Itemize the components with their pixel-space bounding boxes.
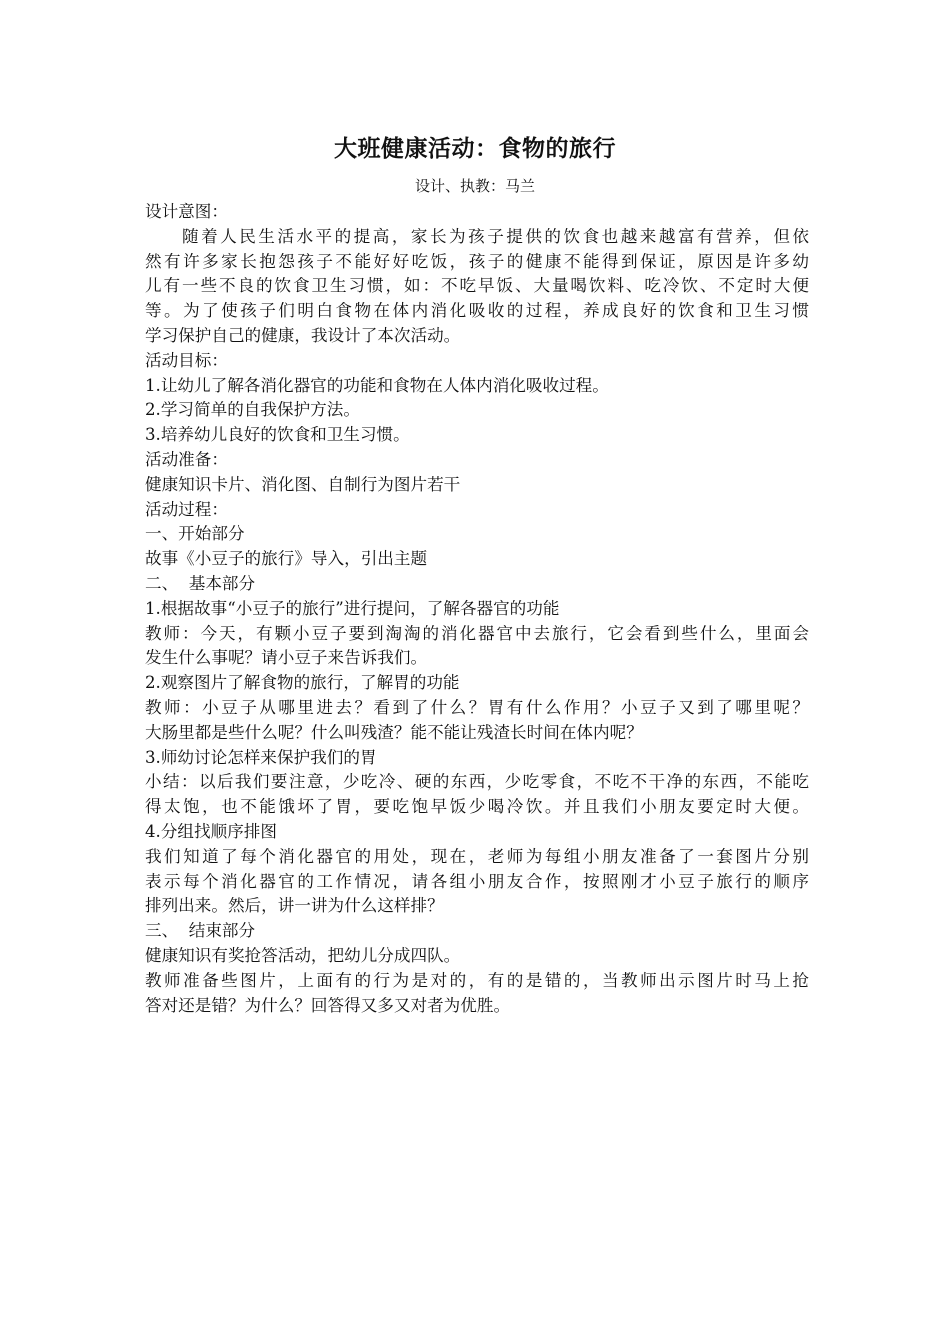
paragraph-line: 教师：今天，有颗小豆子要到淘淘的消化器官中去旅行，它会看到些什么，里面会 (145, 623, 809, 643)
paragraph-line: 得太饱，也不能饿坏了胃，要吃饱早饭少喝冷饮。并且我们小朋友要定时大便。 (145, 797, 809, 817)
paragraph-line: 儿有一些不良的饮食卫生习惯，如：不吃早饭、大量喝饮料、吃冷饮、不定时大便 (145, 276, 809, 296)
paragraph-line: 教师准备些图片，上面有的行为是对的，有的是错的，当教师出示图片时马上抢 (145, 970, 809, 990)
section-heading: 活动准备： (145, 449, 228, 469)
author-line: 设计、执教：马兰 (414, 177, 535, 195)
paragraph-line: 大肠里都是些什么呢？什么叫残渣？能不能让残渣长时间在体内呢？ (145, 722, 643, 742)
paragraph-line: 小结：以后我们要注意，少吃冷、硬的东西，少吃零食，不吃不干净的东西，不能吃 (145, 772, 809, 792)
document-body (145, 200, 809, 1018)
subsection-heading: 二、 基本部分 (145, 573, 256, 593)
paragraph-line: 排列出来。然后，讲一讲为什么这样排？ (145, 896, 444, 916)
paragraph-line: 然有许多家长抱怨孩子不能好好吃饭，孩子的健康不能得到保证，原因是许多幼 (145, 251, 809, 271)
paragraph-line: 健康知识有奖抢答活动，把幼儿分成四队。 (145, 945, 461, 965)
paragraph-line: 随着人民生活水平的提高，家长为孩子提供的饮食也越来越富有营养，但依 (182, 226, 809, 246)
paragraph-line: 健康知识卡片、消化图、自制行为图片若干 (145, 474, 461, 494)
list-item: 2.观察图片了解食物的旅行，了解胃的功能 (145, 673, 460, 693)
subsection-heading: 三、 结束部分 (145, 921, 256, 941)
list-item: 3.培养幼儿良好的饮食和卫生习惯。 (145, 425, 410, 445)
list-item: 4.分组找顺序排图 (145, 821, 277, 841)
paragraph-line: 我们知道了每个消化器官的用处，现在，老师为每组小朋友准备了一套图片分别 (145, 846, 809, 866)
paragraph-line: 故事《小豆子的旅行》导入，引出主题 (145, 549, 428, 569)
subsection-heading: 一、开始部分 (145, 524, 245, 544)
section-heading: 活动目标： (145, 350, 228, 370)
list-item: 2.学习简单的自我保护方法。 (145, 400, 360, 420)
paragraph-line: 等。为了使孩子们明白食物在体内消化吸收的过程，养成良好的饮食和卫生习惯 (145, 301, 809, 321)
list-item: 1.让幼儿了解各消化器官的功能和食物在人体内消化吸收过程。 (145, 375, 609, 395)
list-item: 3.师幼讨论怎样来保护我们的胃 (145, 747, 377, 767)
document-title: 大班健康活动：食物的旅行 (334, 136, 616, 162)
paragraph-line: 表示每个消化器官的工作情况，请各组小朋友合作，按照刚才小豆子旅行的顺序 (145, 871, 809, 891)
paragraph-line: 答对还是错？为什么？回答得又多又对者为优胜。 (145, 995, 511, 1015)
paragraph-line: 学习保护自己的健康，我设计了本次活动。 (145, 325, 461, 345)
list-item: 1.根据故事“小豆子的旅行”进行提问，了解各器官的功能 (145, 598, 560, 618)
paragraph-line: 教师：小豆子从哪里进去？看到了什么？胃有什么作用？小豆子又到了哪里呢？ (145, 697, 809, 717)
section-heading: 设计意图： (145, 202, 228, 221)
section-heading: 活动过程： (145, 499, 228, 519)
paragraph-line: 发生什么事呢？请小豆子来告诉我们。 (145, 648, 428, 668)
